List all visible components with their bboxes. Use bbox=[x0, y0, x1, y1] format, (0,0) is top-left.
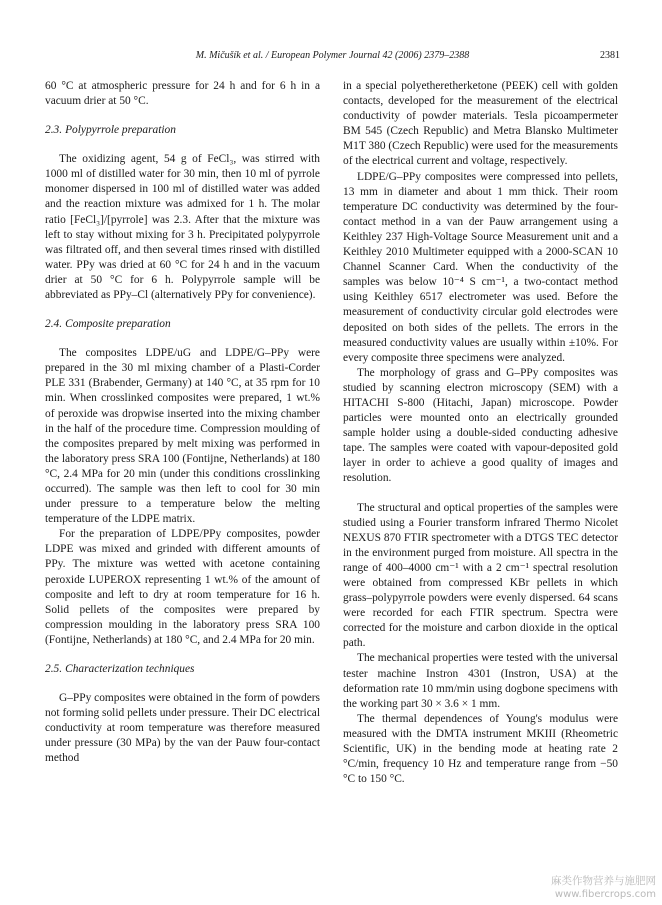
paragraph: The oxidizing agent, 54 g of FeCl₃, was stirred with 1000 ml of distilled water for 30 min, then 10 ml of pyrrole monomer dispersed in 100 ml of distilled water was added and the reaction mixture was admixed for 1 h. The molar ratio [FeCl₃]/[pyrrole] was 2.3. After that the mixture was left to stay without mixing for 3 h. Precipitated polypyrrole was filtrated off, and then several times rinsed with distilled water. PPy was dried at 60 °C for 24 h and in the vacuum drier at 50 °C for 6 h. Polypyrrole sample will be abbreviated as PPy–Cl (alternatively PPy for convenience). bbox=[45, 153, 320, 302]
section-heading-2-5: 2.5. Characterization techniques bbox=[45, 663, 195, 675]
section-heading-2-3: 2.3. Polypyrrole preparation bbox=[45, 124, 176, 137]
paragraph-gap bbox=[343, 487, 618, 501]
paragraph: The structural and optical properties of the samples were studied using a Fourier transform infrared Thermo Nicolet NEXUS 870 FTIR spectrometer with a DTGS TEC detector in the environment purged from moisture. All spectra in the range of 400–4000 cm⁻¹ with a 2 cm⁻¹ spectral resolution were obtained from compressed KBr pellets in which grass–polypyrrole powders were evenly dispersed. 64 scans were recorded for each FTIR spectrum. Spectra were corrected for the moisture and carbon dioxide in the optical path. bbox=[343, 501, 618, 650]
paragraph: 60 °C at atmospheric pressure for 24 h and for 6 h in a vacuum drier at 50 °C. bbox=[45, 80, 320, 108]
right-column bbox=[343, 79, 618, 787]
paragraph: LDPE/G–PPy composites were compressed into pellets, 13 mm in diameter and about 1 mm thick. Their room temperature DC conductivity was determined by the four-contact method in a van der Pauw arrangement using a Keithley 237 High-Voltage Source Measurement unit and a Keithley 2010 Multimeter equipped with a 2000-SCAN 10 Channel Scanner Card. When the conductivity of the samples was below 10⁻⁴ S cm⁻¹, a two-contact method using Keithley 6517 electrometer was used. Before the measurement of conductivity circular gold electrodes were deposited on both sides of the pellets. The errors in the measured conductivity values are usually within ±10%. For every composite three specimens were analyzed. bbox=[343, 170, 618, 364]
journal-citation: M. Mičušík et al. / European Polymer Journal 42 (2006) 2379–2388 bbox=[195, 50, 470, 61]
paragraph: For the preparation of LDPE/PPy composites, powder LDPE was mixed and grinded with different amounts of PPy. The mixture was wetted with acetone containing peroxide LUPEROX representing 1 wt.% of the amount of composite and left to dry at room temperature for 16 h. Solid pellets of the composites were prepared by compression moulding in the laboratory press SRA 100 (Fontijne, Netherlands) at 180 °C, and 2.4 MPa for 20 min. bbox=[45, 528, 320, 646]
section-heading-2-4: 2.4. Composite preparation bbox=[45, 318, 171, 331]
watermark-url: www.fibercrops.com bbox=[554, 889, 656, 900]
paragraph: The mechanical properties were tested with the universal tester machine Instron 4301 (Instron, USA) at the deformation rate 10 mm/min using dogbone specimens with the working part 30 × 3.6 × 1 mm. bbox=[343, 652, 618, 710]
paragraph: The thermal dependences of Young's modulus were measured with the DMTA instrument MKIII (Rheometric Scientific, UK) in the bending mode at heating rate 2 °C/min, frequency 10 Hz and temperature range from −50 °C to 150 °C. bbox=[343, 712, 618, 786]
page-number: 2381 bbox=[600, 50, 620, 61]
paragraph: The composites LDPE/uG and LDPE/G–PPy were prepared in the 30 ml mixing chamber of a Plasti-Corder PLE 331 (Brabender, Germany) at 140 °C, at 35 rpm for 10 min. When crosslinked composites were prepared, 1 wt.% of peroxide was dropwise inserted into the mixing chamber in the half of the procedure time. Compression moulding of the composites prepared by melt mixing was performed in the laboratory press SRA 100 (Fontijne, Netherlands) at 180 °C, 2.4 MPa for 20 min (under this conditions crosslinking occurred). The sample was then left to cool for 30 min under pressure to a temperature below the melting temperature of the LDPE matrix. bbox=[45, 347, 320, 526]
left-column bbox=[45, 79, 320, 766]
paragraph: in a special polyetheretherketone (PEEK) cell with golden contacts, developed for the measurement of the electrical conductivity of powder materials. Tesla picoampermeter BM 545 (Czech Republic) and Metra Blansko Multimeter M1T 380 (Czech Republic) were used for the measurements of the electrical current and voltage, respectively. bbox=[343, 80, 618, 168]
running-header bbox=[45, 50, 620, 66]
watermark-text: 麻类作物营养与施肥网 bbox=[551, 875, 656, 887]
site-watermark bbox=[551, 875, 656, 901]
paragraph: G–PPy composites were obtained in the form of powders not forming solid pellets under pressure. Their DC electrical conductivity at room temperature was therefore measured under pressure (30 MPa) by the van der Pauw four-contact method bbox=[45, 692, 320, 765]
paragraph: The morphology of grass and G–PPy composites was studied by scanning electron microscopy (SEM) with a HITACHI S-800 (Hitachi, Japan) microscope. Powder particles were mounted onto an electrically grounded sample holder using a double-sided conducting adhesive tape. The samples were coated with vapour-deposited gold layer in order to achieve a good quality of images and resolution. bbox=[343, 366, 618, 485]
